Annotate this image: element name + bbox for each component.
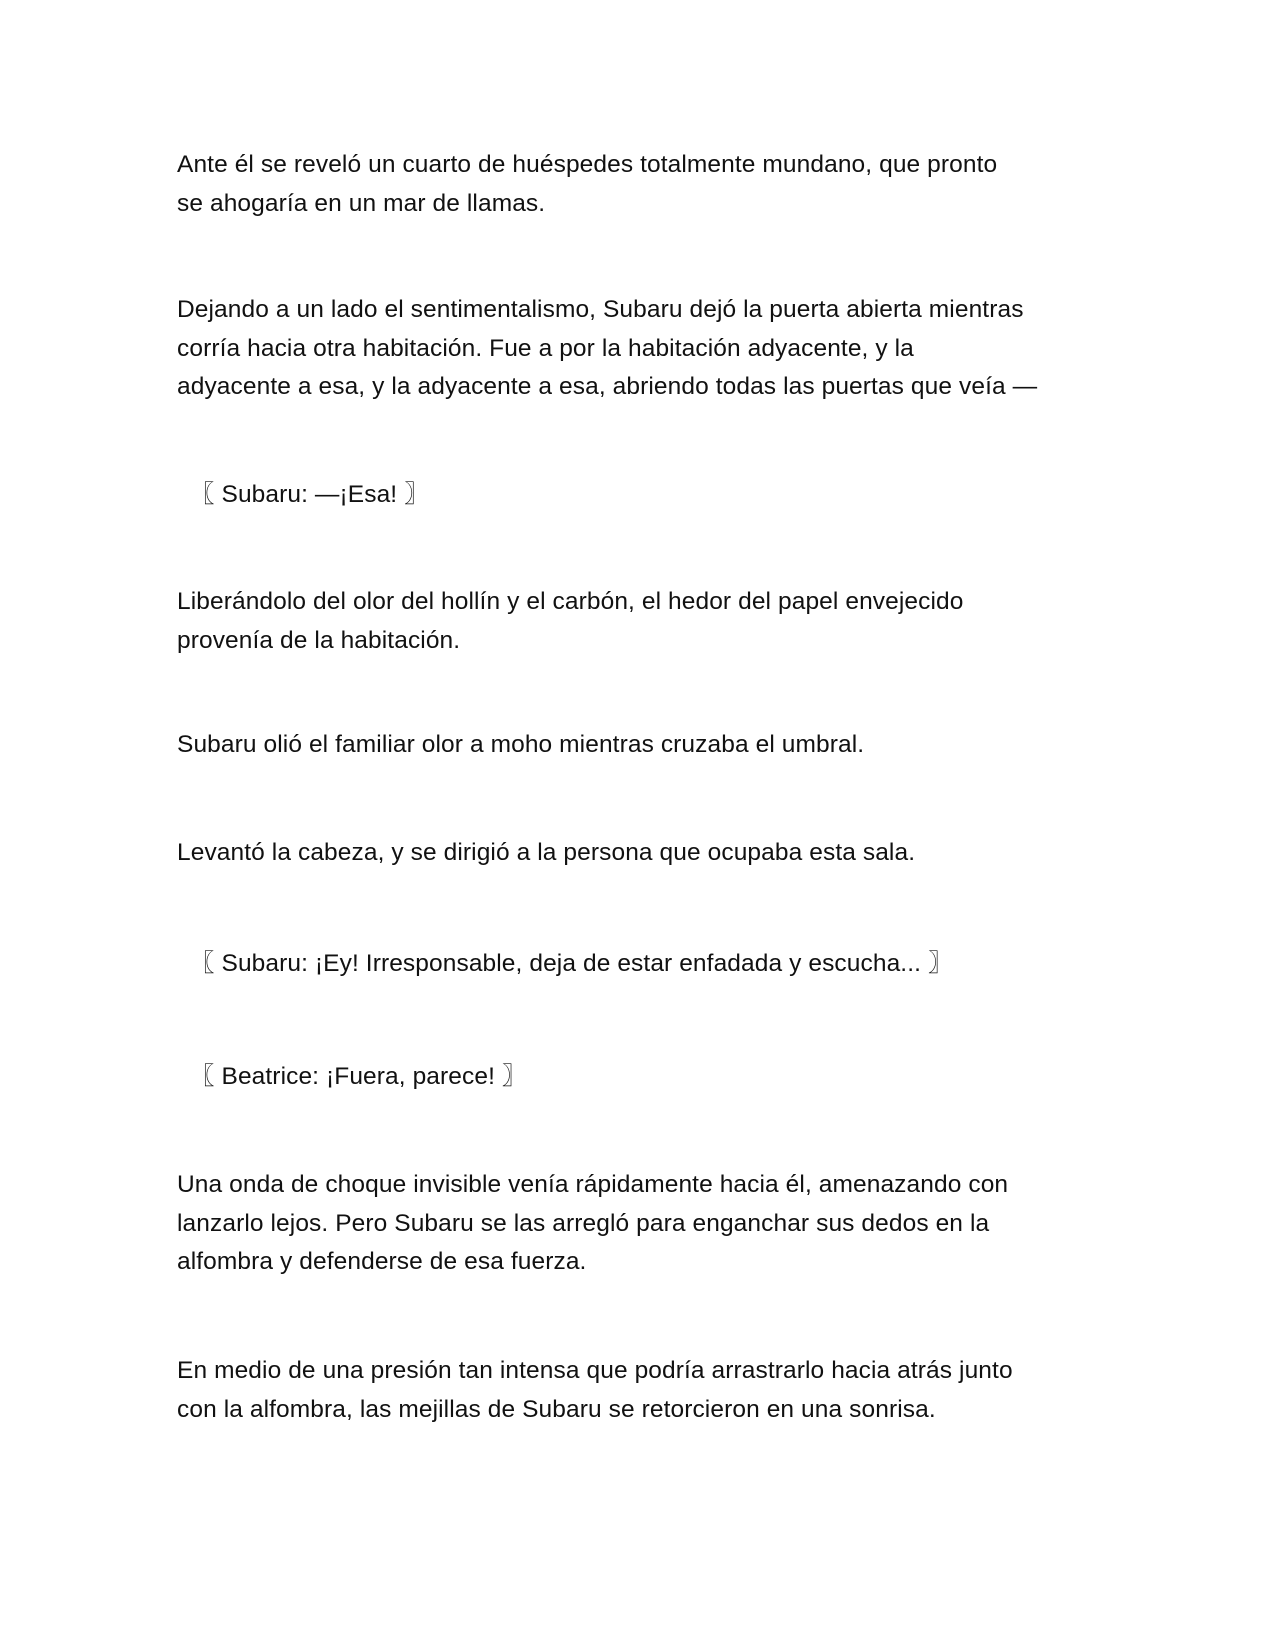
paragraph-raised-head: Levantó la cabeza, y se dirigió a la persona que ocupaba esta sala. <box>177 839 916 866</box>
paragraph-open-doors: Dejando a un lado el sentimentalismo, Subaru dejó la puerta abierta mientras corría hacia otra habitación. Fue a por la habitación adyacente, y la adyacente a esa, y la adyacente a esa, abriendo todas las puertas que veía — <box>177 296 1038 400</box>
paragraph-guest-room: Ante él se reveló un cuarto de huéspedes totalmente mundano, que pronto se ahogaría en un mar de llamas. <box>177 151 998 217</box>
paragraph-old-paper-smell: Liberándolo del olor del hollín y el carbón, el hedor del papel envejecido provenía de la habitación. <box>177 588 964 654</box>
paragraph-smile: En medio de una presión tan intensa que podría arrastrarlo hacia atrás junto con la alfombra, las mejillas de Subaru se retorcieron en una sonrisa. <box>177 1357 1013 1423</box>
dialogue-subaru-ey: 〖 Subaru: ¡Ey! Irresponsable, deja de estar enfadada y escucha... 〗 <box>190 950 953 977</box>
dialogue-beatrice-fuera: 〖 Beatrice: ¡Fuera, parece! 〗 <box>190 1063 527 1090</box>
paragraph-mold-smell: Subaru olió el familiar olor a moho mientras cruzaba el umbral. <box>177 731 865 758</box>
paragraph-shockwave: Una onda de choque invisible venía rápidamente hacia él, amenazando con lanzarlo lejos. Pero Subaru se las arregló para enganchar sus dedos en la alfombra y defenderse de esa fuerza. <box>177 1171 1009 1275</box>
dialogue-subaru-esa: 〖 Subaru: —¡Esa! 〗 <box>190 481 429 508</box>
